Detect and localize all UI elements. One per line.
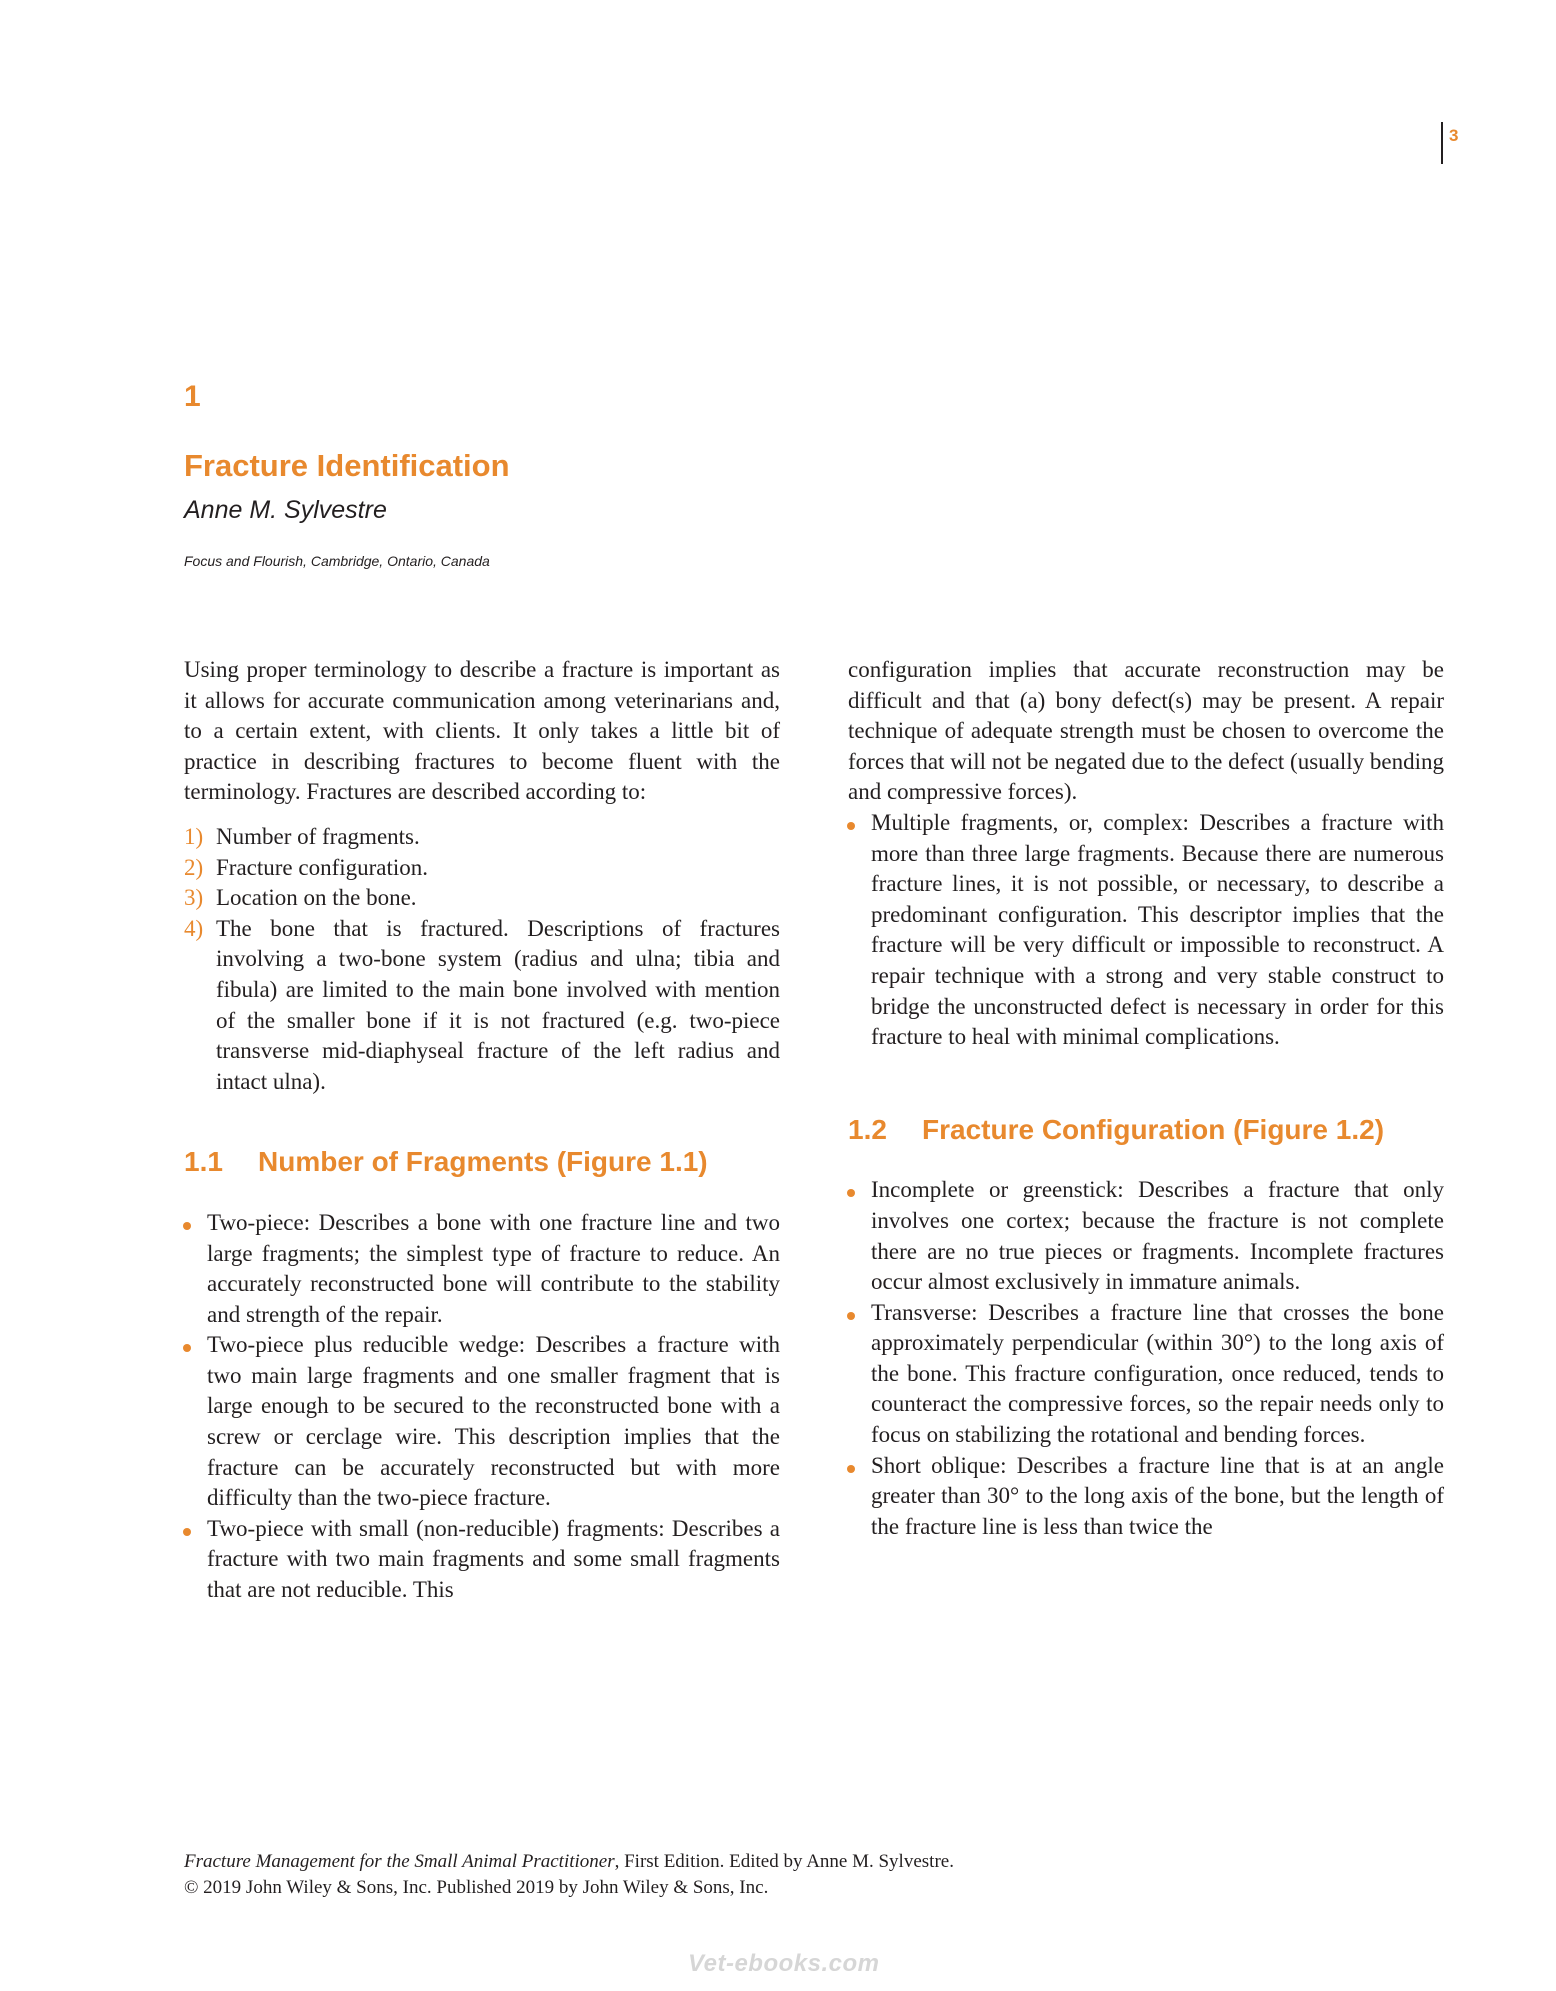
bullet-item — [848, 1298, 1444, 1451]
book-title: Fracture Management for the Small Animal Practitioner — [184, 1851, 615, 1872]
bullet-text: Multiple fragments, or, complex: Describes a fracture with more than three large fragments. Because there are numerous fracture lines, it is not possible, or necessary, to describe a predominant configuration. This descriptor implies that the fracture will be very difficult or impossible to reconstruct. A repair technique with a strong and very stable construct to bridge the unconstructed defect is necessary in order for this fracture to heal with minimal complications. — [871, 809, 1444, 1050]
bullet-text: Short oblique: Describes a fracture line that is at an angle greater than 30° to the long axis of the bone, but the length of the fracture line is less than twice the — [871, 1452, 1444, 1539]
bullet-text: Transverse: Describes a fracture line that crosses the bone approximately perpendicular (within 30°) to the long axis of the bone. This fracture configuration, once reduced, tends to counteract the compressive forces, so the repair needs only to focus on stabilizing the rotational and bending forces. — [871, 1299, 1444, 1448]
list-number: 3) — [184, 885, 204, 911]
bullet-item — [848, 808, 1444, 1053]
bullet-dot — [847, 1189, 855, 1197]
bullet-dot — [847, 822, 855, 830]
list-item — [184, 822, 780, 853]
bullet-dot — [183, 1222, 191, 1230]
page-number: 3 — [1449, 126, 1459, 145]
intro-paragraph: Using proper terminology to describe a fracture is important as it allows for accurate communication among veterinarians and, to a certain extent, with clients. It only takes a little bit of practice in describing fractures to become fluent with the terminology. Fractures are described according to: — [184, 657, 780, 805]
section-title: Number of Fragments (Figure 1.1) — [258, 1146, 708, 1178]
complex-bullet-list — [848, 808, 1444, 1053]
section-number: 1.2 — [848, 1113, 887, 1145]
bullet-text: Two-piece with small (non-reducible) fragments: Describes a fracture with two main fragments and some small fragments that are not reducible. This — [207, 1515, 780, 1603]
footer-line-1 — [184, 1849, 954, 1875]
watermark-logo: Vet-ebooks.com — [688, 1950, 880, 1977]
list-item — [184, 883, 780, 914]
copyright-footer — [184, 1849, 954, 1901]
bullet-item — [848, 1451, 1444, 1543]
section-heading-1-2 — [848, 1115, 1444, 1146]
left-column — [184, 655, 780, 1606]
bullet-dot — [847, 1312, 855, 1320]
bullet-item — [184, 1208, 780, 1330]
bullet-dot — [183, 1528, 191, 1536]
bullet-dot — [183, 1344, 191, 1352]
bullet-text: Incomplete or greenstick: Describes a fracture that only involves one cortex; because the fracture is not complete there are no true pieces or fragments. Incomplete fractures occur almost exclusively in immature animals. — [871, 1177, 1444, 1295]
bullet-item — [184, 1330, 780, 1514]
page-number-rule — [1441, 122, 1443, 164]
list-text: The bone that is fractured. Descriptions of fractures involving a two-bone system (radius and ulna; tibia and fibula) are limited to the main bone involved with mention of the smaller bone if it is not fractured (e.g. two-piece transverse mid-diaphyseal fracture of the left radius and intact ulna). — [216, 915, 780, 1094]
author-affiliation: Focus and Flourish, Cambridge, Ontario, Canada — [184, 553, 490, 569]
chapter-number: 1 — [184, 380, 201, 413]
right-column — [848, 655, 1444, 1542]
list-number: 1) — [184, 823, 204, 849]
description-criteria-list — [184, 822, 780, 1097]
configuration-bullet-list — [848, 1175, 1444, 1542]
list-text: Location on the bone. — [216, 885, 417, 911]
list-item — [184, 853, 780, 884]
list-number: 4) — [184, 915, 204, 941]
section-title: Fracture Configuration (Figure 1.2) — [922, 1113, 1385, 1145]
bullet-text: Two-piece plus reducible wedge: Describes a fracture with two main large fragments and one smaller fragment that is large enough to be secured to the reconstructed bone with a screw or cerclage wire. This description implies that the fracture can be accurately reconstructed but with more difficulty than the two-piece fracture. — [207, 1332, 780, 1511]
footer-line-2: © 2019 John Wiley & Sons, Inc. Published 2019 by John Wiley & Sons, Inc. — [184, 1877, 769, 1898]
section-number: 1.1 — [184, 1146, 223, 1178]
bullet-dot — [847, 1465, 855, 1473]
list-number: 2) — [184, 854, 204, 880]
list-text: Number of fragments. — [216, 823, 420, 849]
chapter-title: Fracture Identification — [184, 448, 510, 483]
bullet-item — [848, 1175, 1444, 1297]
bullet-item — [184, 1514, 780, 1606]
list-text: Fracture configuration. — [216, 854, 429, 880]
bullet-text: Two-piece: Describes a bone with one fracture line and two large fragments; the simplest type of fracture to reduce. An accurately reconstructed bone will contribute to the stability and strength of the repair. — [207, 1209, 780, 1327]
section-heading-1-1 — [184, 1147, 780, 1178]
edition-info: , First Edition. Edited by Anne M. Sylvestre. — [614, 1851, 954, 1872]
fragments-bullet-list — [184, 1208, 780, 1606]
chapter-author: Anne M. Sylvestre — [184, 496, 387, 524]
continuation-paragraph: configuration implies that accurate reconstruction may be difficult and that (a) bony defect(s) may be present. A repair technique of adequate strength must be chosen to overcome the forces that will not be negated due to the defect (usually bending and compressive forces). — [848, 657, 1444, 805]
list-item — [184, 914, 780, 1098]
